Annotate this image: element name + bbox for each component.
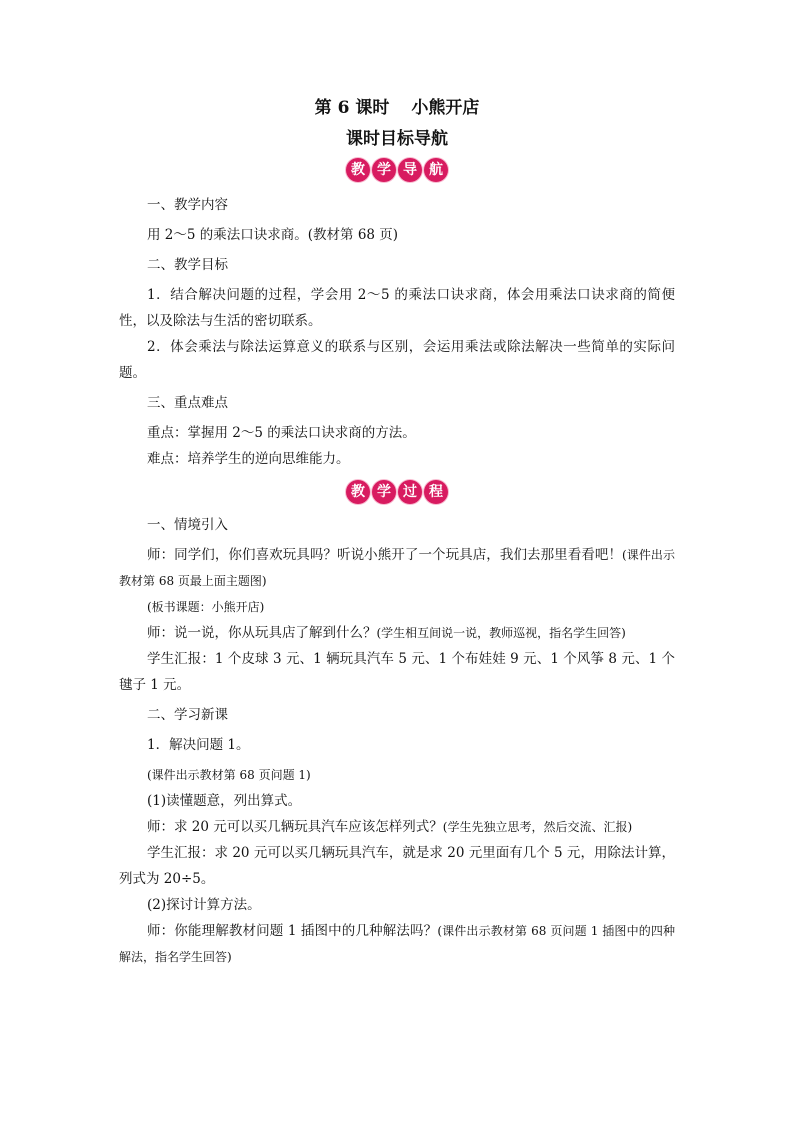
teaching-note: (学生相互间说一说，教师巡视，指名学生回答): [376, 626, 626, 640]
badge-char: 教: [346, 480, 370, 504]
section-heading: 一、教学内容: [147, 197, 228, 213]
paragraph: 重点：掌握用 2～5 的乘法口诀求商的方法。: [147, 425, 416, 441]
teaching-note: (课件出示教材第 68 页问题 1): [147, 768, 311, 782]
page-subtitle: 课时目标导航: [346, 129, 448, 149]
badge-char: 学: [372, 480, 396, 504]
teacher-line: 师：说一说，你从玩具店了解到什么？: [147, 625, 377, 641]
badge-char: 学: [372, 158, 396, 182]
paragraph: [119, 594, 675, 620]
teaching-note: (板书课题：小熊开店): [147, 600, 265, 614]
paragraph: [119, 814, 675, 840]
badge-process: [119, 480, 675, 508]
teaching-note: (学生先独立思考，然后交流、汇报): [442, 820, 633, 834]
paragraph: 1．解决问题 1。: [147, 737, 250, 753]
teaching-note: (课件出示教材第 68 页问题 1 插图中的四种解法，指名学生回答): [119, 924, 676, 964]
paragraph: 难点：培养学生的逆向思维能力。: [147, 451, 350, 467]
badge-guide: [119, 158, 675, 186]
section-heading: 二、学习新课: [147, 707, 228, 723]
lesson-number: 第 6 课时: [314, 98, 390, 118]
badge-char: 航: [424, 158, 448, 182]
paragraph: [119, 620, 675, 646]
teacher-line: 师：求 20 元可以买几辆玩具汽车应该怎样列式？: [147, 819, 443, 835]
teaching-note: (课件出示教材第 68 页最上面主题图): [119, 548, 676, 588]
paragraph: [119, 542, 675, 594]
page-title: [119, 94, 675, 122]
paragraph: (1)读懂题意，列出算式。: [147, 793, 302, 809]
section-heading: 一、情境引入: [147, 517, 228, 533]
badge-char: 程: [424, 480, 448, 504]
badge-char: 教: [346, 158, 370, 182]
paragraph: 学生汇报：求 20 元可以买几辆玩具汽车，就是求 20 元里面有几个 5 元，用除法计算，列式为 20÷5。: [119, 845, 675, 887]
badge-char: 过: [398, 480, 422, 504]
document-content: [119, 94, 675, 970]
badge-char: 导: [398, 158, 422, 182]
paragraph: 用 2～5 的乘法口诀求商。(教材第 68 页): [147, 227, 399, 243]
paragraph: (2)探讨计算方法。: [147, 897, 261, 913]
teacher-line: 师：同学们，你们喜欢玩具吗？听说小熊开了一个玩具店，我们去那里看看吧！: [147, 547, 623, 563]
paragraph: 学生汇报：1 个皮球 3 元、1 辆玩具汽车 5 元、1 个布娃娃 9 元、1 个风筝 8 元、1 个毽子 1 元。: [119, 651, 675, 693]
section-heading: 二、教学目标: [147, 257, 228, 273]
paragraph: 2．体会乘法与除法运算意义的联系与区别，会运用乘法或除法解决一些简单的实际问题。: [119, 339, 675, 381]
paragraph: 1．结合解决问题的过程，学会用 2～5 的乘法口诀求商，体会用乘法口诀求商的简便性，以及除法与生活的密切联系。: [119, 287, 675, 329]
lesson-name: 小熊开店: [411, 98, 480, 118]
teacher-line: 师：你能理解教材问题 1 插图中的几种解法吗？: [147, 923, 438, 939]
section-heading: 三、重点难点: [147, 395, 228, 411]
paragraph: [119, 762, 675, 788]
paragraph: [119, 918, 675, 970]
